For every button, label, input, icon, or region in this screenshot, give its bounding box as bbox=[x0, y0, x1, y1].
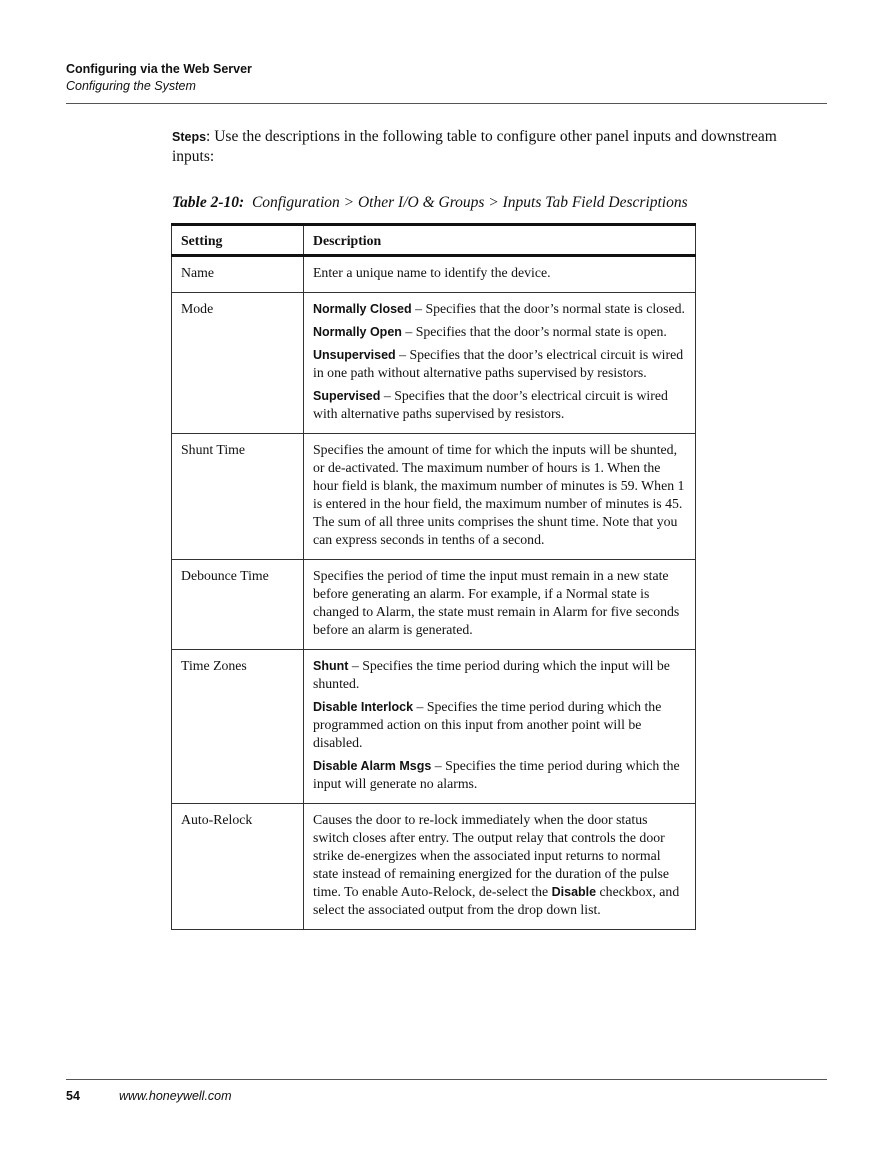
table-row bbox=[172, 560, 696, 650]
table-row bbox=[172, 434, 696, 560]
description-term: Disable Alarm Msgs bbox=[313, 759, 432, 773]
description-paragraph bbox=[313, 567, 686, 639]
description-paragraph bbox=[313, 441, 686, 549]
description-paragraph bbox=[313, 698, 686, 752]
description-paragraph bbox=[313, 811, 686, 919]
description-cell bbox=[304, 293, 696, 434]
description-text: – Specifies the time period during which the input will generate no alarms. bbox=[313, 758, 680, 791]
description-term: Normally Closed bbox=[313, 302, 412, 316]
description-text: – Specifies the time period during which the input will be shunted. bbox=[313, 658, 670, 691]
footer-rule bbox=[66, 1079, 827, 1080]
description-cell bbox=[304, 256, 696, 293]
table-caption-text: Configuration > Other I/O & Groups > Inputs Tab Field Descriptions bbox=[251, 194, 688, 211]
description-text: – Specifies that the door’s electrical circuit is wired in one path without alternative paths supervised by resistors. bbox=[313, 347, 684, 380]
steps-label: Steps bbox=[172, 130, 207, 144]
table-caption-number: Table 2-10: bbox=[172, 194, 245, 211]
description-cell bbox=[304, 434, 696, 560]
description-paragraph bbox=[313, 264, 686, 282]
description-text: checkbox, and select the associated output from the drop down list. bbox=[313, 884, 680, 917]
description-cell bbox=[304, 650, 696, 804]
description-paragraph bbox=[313, 657, 686, 693]
description-text: Enter a unique name to identify the device. bbox=[313, 265, 551, 280]
description-text: Causes the door to re-lock immediately when the door status switch closes after entry. The output relay that controls the door strike de-energizes when the associated input returns to normal state instead of remaining energized for the duration of the pulse time. To enable Auto-Relock, de-select the bbox=[313, 812, 670, 899]
description-text: Specifies the period of time the input must remain in a new state before generating an alarm. For example, if a Normal state is changed to Alarm, the state must remain in Alarm for five seconds before an alarm is generated. bbox=[313, 568, 680, 637]
setting-cell: Time Zones bbox=[172, 650, 304, 804]
table-caption bbox=[172, 194, 688, 212]
description-term: Supervised bbox=[313, 389, 381, 403]
description-text: Specifies the amount of time for which the inputs will be shunted, or de-activated. The maximum number of hours is 1. When the hour field is blank, the maximum number of minutes is 59. When 1 is entered in the hour field, the maximum number of minutes is 45. The sum of all three units comprises the shunt time. Note that you can express seconds in tenths of a second. bbox=[313, 442, 685, 547]
table-row bbox=[172, 804, 696, 930]
description-cell bbox=[304, 560, 696, 650]
setting-cell: Mode bbox=[172, 293, 304, 434]
description-paragraph bbox=[313, 757, 686, 793]
description-paragraph bbox=[313, 346, 686, 382]
description-term: Disable bbox=[551, 885, 597, 899]
description-cell bbox=[304, 804, 696, 930]
table-row bbox=[172, 293, 696, 434]
page-number: 54 bbox=[66, 1089, 80, 1103]
description-term: Shunt bbox=[313, 659, 349, 673]
description-term: Unsupervised bbox=[313, 348, 396, 362]
table-row bbox=[172, 256, 696, 293]
setting-cell: Shunt Time bbox=[172, 434, 304, 560]
running-header-subtitle: Configuring the System bbox=[66, 79, 196, 93]
description-term: Normally Open bbox=[313, 325, 402, 339]
description-paragraph bbox=[313, 323, 686, 341]
description-text: – Specifies that the door’s normal state is open. bbox=[401, 324, 667, 339]
description-paragraph bbox=[313, 300, 686, 318]
setting-cell: Name bbox=[172, 256, 304, 293]
header-rule bbox=[66, 103, 827, 104]
description-text: – Specifies that the door’s normal state is closed. bbox=[411, 301, 685, 316]
steps-text: : Use the descriptions in the following table to configure other panel inputs and downstream inputs: bbox=[172, 128, 777, 165]
table-row bbox=[172, 650, 696, 804]
table-header-row bbox=[172, 225, 696, 256]
setting-cell: Debounce Time bbox=[172, 560, 304, 650]
running-header-title: Configuring via the Web Server bbox=[66, 62, 252, 76]
description-term: Disable Interlock bbox=[313, 700, 414, 714]
description-text: – Specifies that the door’s electrical circuit is wired with alternative paths supervised by resistors. bbox=[313, 388, 668, 421]
field-descriptions-table bbox=[171, 223, 696, 930]
table-body bbox=[172, 256, 696, 930]
column-header-setting: Setting bbox=[172, 225, 304, 256]
column-header-description: Description bbox=[304, 225, 696, 256]
footer-url: www.honeywell.com bbox=[119, 1089, 232, 1103]
description-text: – Specifies the time period during which the programmed action on this input from another point will be disabled. bbox=[313, 699, 662, 750]
steps-paragraph bbox=[172, 127, 812, 167]
description-paragraph bbox=[313, 387, 686, 423]
setting-cell: Auto-Relock bbox=[172, 804, 304, 930]
